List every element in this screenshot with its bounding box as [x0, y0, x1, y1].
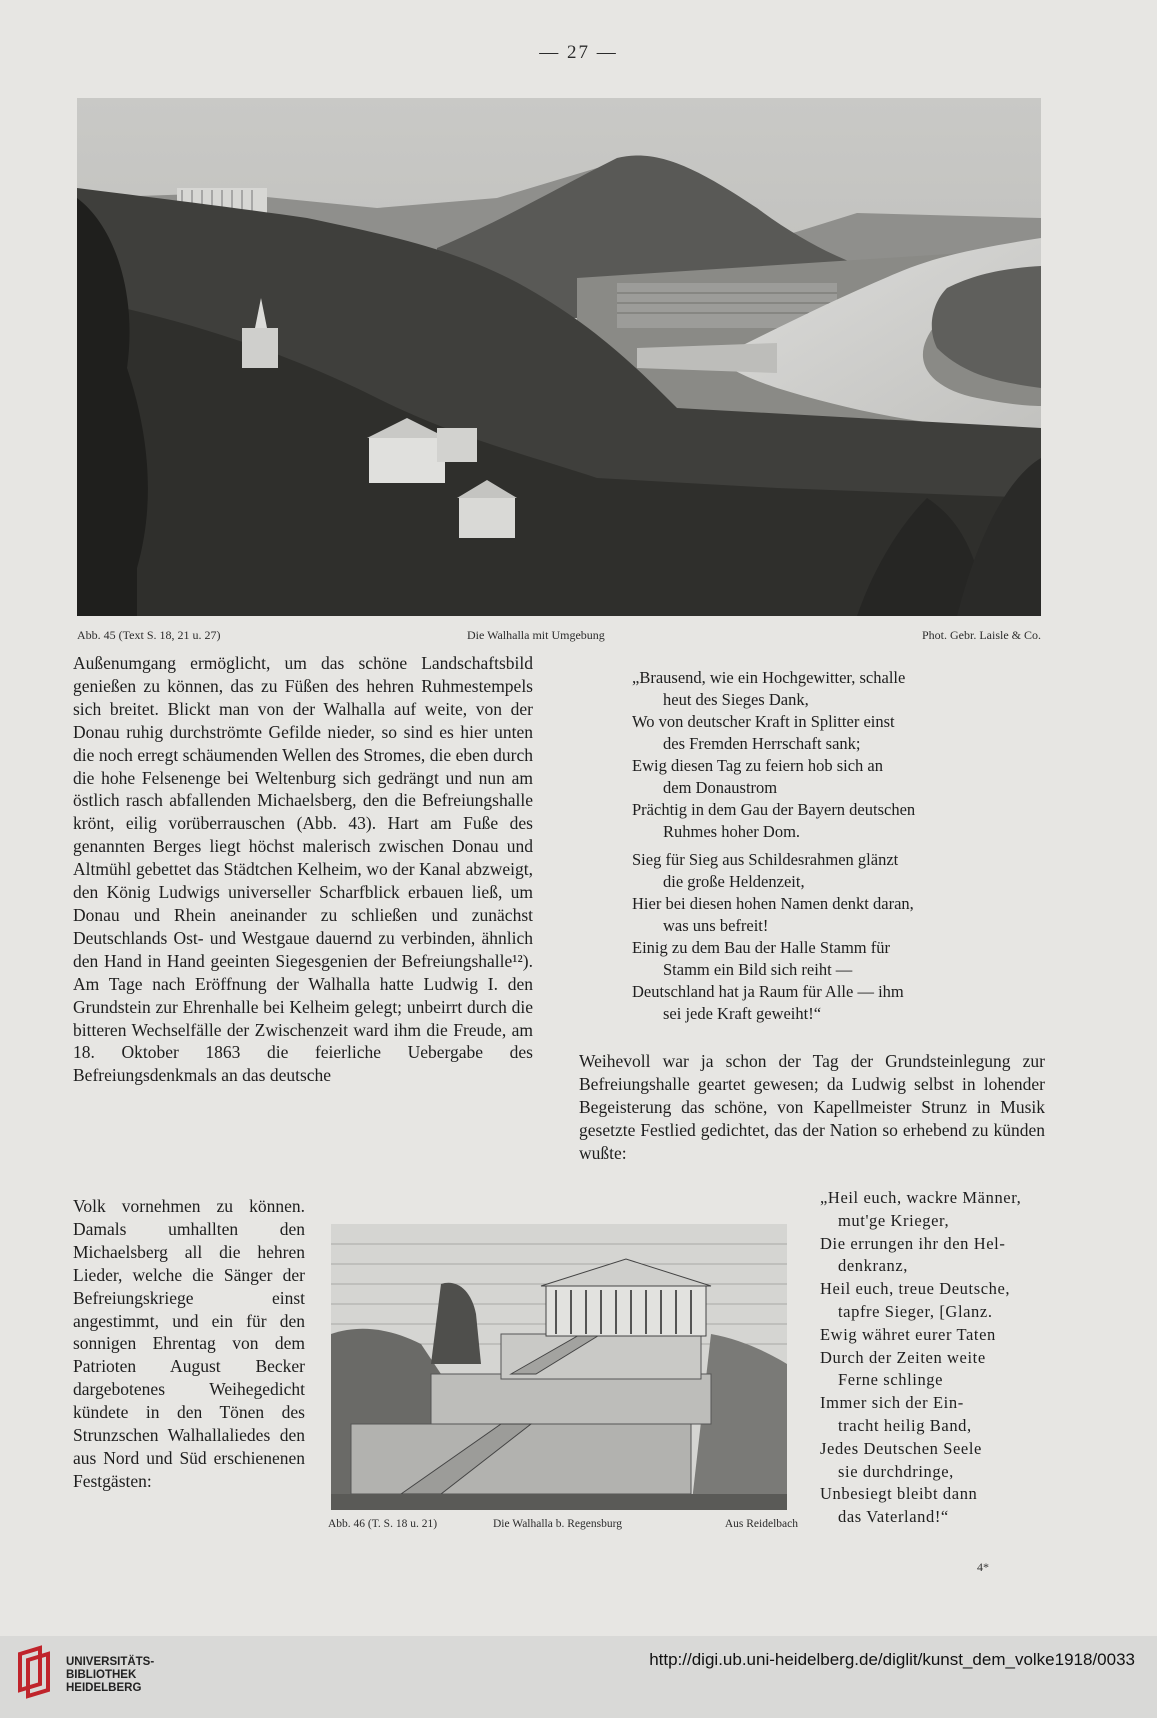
right-column: [579, 1050, 1045, 1165]
library-name-line: BIBLIOTHEK: [66, 1669, 137, 1681]
library-name: [66, 1656, 154, 1695]
poem-line: Wo von deutscher Kraft in Splitter einst: [632, 712, 895, 731]
poem-line: Immer sich der Ein-: [820, 1393, 964, 1413]
walhalla-engraving-image: [331, 1224, 787, 1510]
poem-line: Ewig währet eurer Taten: [820, 1324, 996, 1344]
poem-line-continuation: das Vaterland!“: [838, 1507, 949, 1527]
poem-line-continuation: sie durchdringe,: [838, 1461, 954, 1481]
poem-line: Jedes Deutschen Seele: [820, 1438, 982, 1458]
poem-line: Heil euch, treue Deutsche,: [820, 1279, 1011, 1299]
figure-45-caption-center: Die Walhalla mit Umgebung: [467, 628, 605, 642]
poem-line: Deutschland hat ja Raum für Alle — ihm: [632, 982, 904, 1001]
poem-stanza-1: [632, 667, 1000, 843]
figure-46-caption: [328, 1518, 798, 1534]
figure-45-caption-left: Abb. 45 (Text S. 18, 21 u. 27): [77, 628, 221, 642]
left-column-wrap-paragraph: Volk vornehmen zu können. Damals umhallten den Michaelsberg all die hehren Lieder, welche die Sänger der Befreiungskriege einst angestimmt, und ein für den sonnigen Ehrentag von dem Patrioten August Becker dargebotenes Weihegedicht kündete in den Tönen des Strunzschen Walhallaliedes den aus Nord und Süd erschienenen Festgästen:: [73, 1196, 305, 1491]
poem-line-continuation: Ruhmes hoher Dom.: [663, 822, 801, 841]
poem-line: Durch der Zeiten weite: [820, 1347, 986, 1367]
poem-line: Ewig diesen Tag zu feiern hob sich an: [632, 756, 884, 775]
poem-walhalla-lied: [632, 667, 1000, 1031]
poem-line-continuation: was uns befreit!: [663, 916, 769, 935]
left-column: [73, 652, 533, 1087]
poem-line-continuation: die große Heldenzeit,: [663, 872, 805, 891]
poem-line-continuation: sei jede Kraft geweiht!“: [663, 1004, 822, 1023]
right-column-paragraph: Weihevoll war ja schon der Tag der Grundsteinlegung zur Befreiungshalle geartet gewesen; da Ludwig selbst in lohender Begeisterung das schöne, von Kapellmeister Strunz in Musik gesetzte Festlied gedichtet, das der Nation so erhebend zu künden wußte:: [579, 1051, 1045, 1163]
footer-bar: [0, 1636, 1157, 1718]
left-column-paragraph: Außenumgang ermöglicht, um das schöne Landschaftsbild genießen zu können, das zu Füßen des hehren Ruhmestempels sich breitet. Blickt man von der Walhalla auf weite, von der Donau ruhig durchströmte Gefilde nieder, so sind es hier unten die noch erregt schäumenden Wellen des Stromes, die eben durch die hohe Felsenenge bei Weltenburg sich gedrängt und nun am östlich rasch abfallenden Michaelsberg, den die Befreiungshalle krönt, eilig vorüberrauschen (Abb. 43). Hart am Fuße des genannten Berges liegt höchst malerisch zwischen Donau und Altmühl gebettet das Städtchen Kelheim, wo der Kanal abzweigt, den König Ludwigs universeller Scharfblick erbauen ließ, um Donau und Rhein aneinander zu schließen und zunächst Deutschlands Ost- und Westgaue dauernd zu verbinden, ähnlich den Hand in Hand geeinten Siegesgenien der Befreiungshalle¹²). Am Tage nach Eröffnung der Walhalla hatte Ludwig I. den Grundstein zur Ehrenhalle bei Kelheim gelegt; unbeirrt durch die bitteren Wechselfälle der Zwischenzeit ward ihm die Freude, am 18. Oktober 1863 die feierliche Uebergabe des Befreiungsdenkmals an das deutsche: [73, 653, 533, 1086]
poem-line: Sieg für Sieg aus Schildesrahmen glänzt: [632, 850, 899, 869]
poem-stanza-2: [632, 849, 1000, 1025]
poem-line: Prächtig in dem Gau der Bayern deutschen: [632, 800, 916, 819]
walhalla-landscape-image: [77, 98, 1041, 616]
poem-line: „Heil euch, wackre Männer,: [820, 1188, 1022, 1207]
figure-46-caption-right: Aus Reidelbach: [724, 1518, 798, 1530]
poem-line: „Brausend, wie ein Hochgewitter, schalle: [632, 668, 906, 687]
poem-line: Unbesiegt bleibt dann: [820, 1484, 978, 1504]
poem-line-continuation: tracht heilig Band,: [838, 1415, 972, 1435]
poem-line-continuation: Stamm ein Bild sich reiht —: [663, 960, 853, 979]
poem-line-continuation: mut'ge Krieger,: [838, 1210, 950, 1230]
figure-46-caption-left: Abb. 46 (T. S. 18 u. 21): [328, 1518, 438, 1530]
poem-line-continuation: Ferne schlinge: [838, 1370, 944, 1390]
signature-mark: 4*: [977, 1560, 989, 1574]
figure-45-photo: [77, 98, 1041, 616]
poem-line: Einig zu dem Bau der Halle Stamm für: [632, 938, 890, 957]
poem-line-continuation: heut des Sieges Dank,: [663, 690, 809, 709]
figure-46-caption-center: Die Walhalla b. Regensburg: [493, 1518, 622, 1530]
figure-46-engraving: [331, 1224, 787, 1510]
poem-festlied: [820, 1187, 1045, 1529]
poem-line-continuation: des Fremden Herrschaft sank;: [663, 734, 861, 753]
library-name-line: HEIDELBERG: [66, 1682, 142, 1694]
poem-line: Hier bei diesen hohen Namen denkt daran,: [632, 894, 914, 913]
poem-line-continuation: denkranz,: [838, 1256, 908, 1276]
library-logo-icon: [14, 1644, 58, 1704]
figure-45-caption-right: Phot. Gebr. Laisle & Co.: [922, 628, 1041, 642]
poem-line-continuation: dem Donaustrom: [663, 778, 778, 797]
library-name-line: UNIVERSITÄTS-: [66, 1656, 155, 1668]
poem-line-continuation: tapfre Sieger, [Glanz.: [838, 1301, 993, 1321]
page-number: — 27 —: [539, 42, 618, 63]
poem-line: Die errungen ihr den Hel-: [820, 1233, 1006, 1253]
figure-45-caption: [77, 628, 1041, 646]
source-url-link[interactable]: http://digi.ub.uni-heidelberg.de/diglit/kunst_dem_volke1918/0033: [649, 1650, 1135, 1669]
